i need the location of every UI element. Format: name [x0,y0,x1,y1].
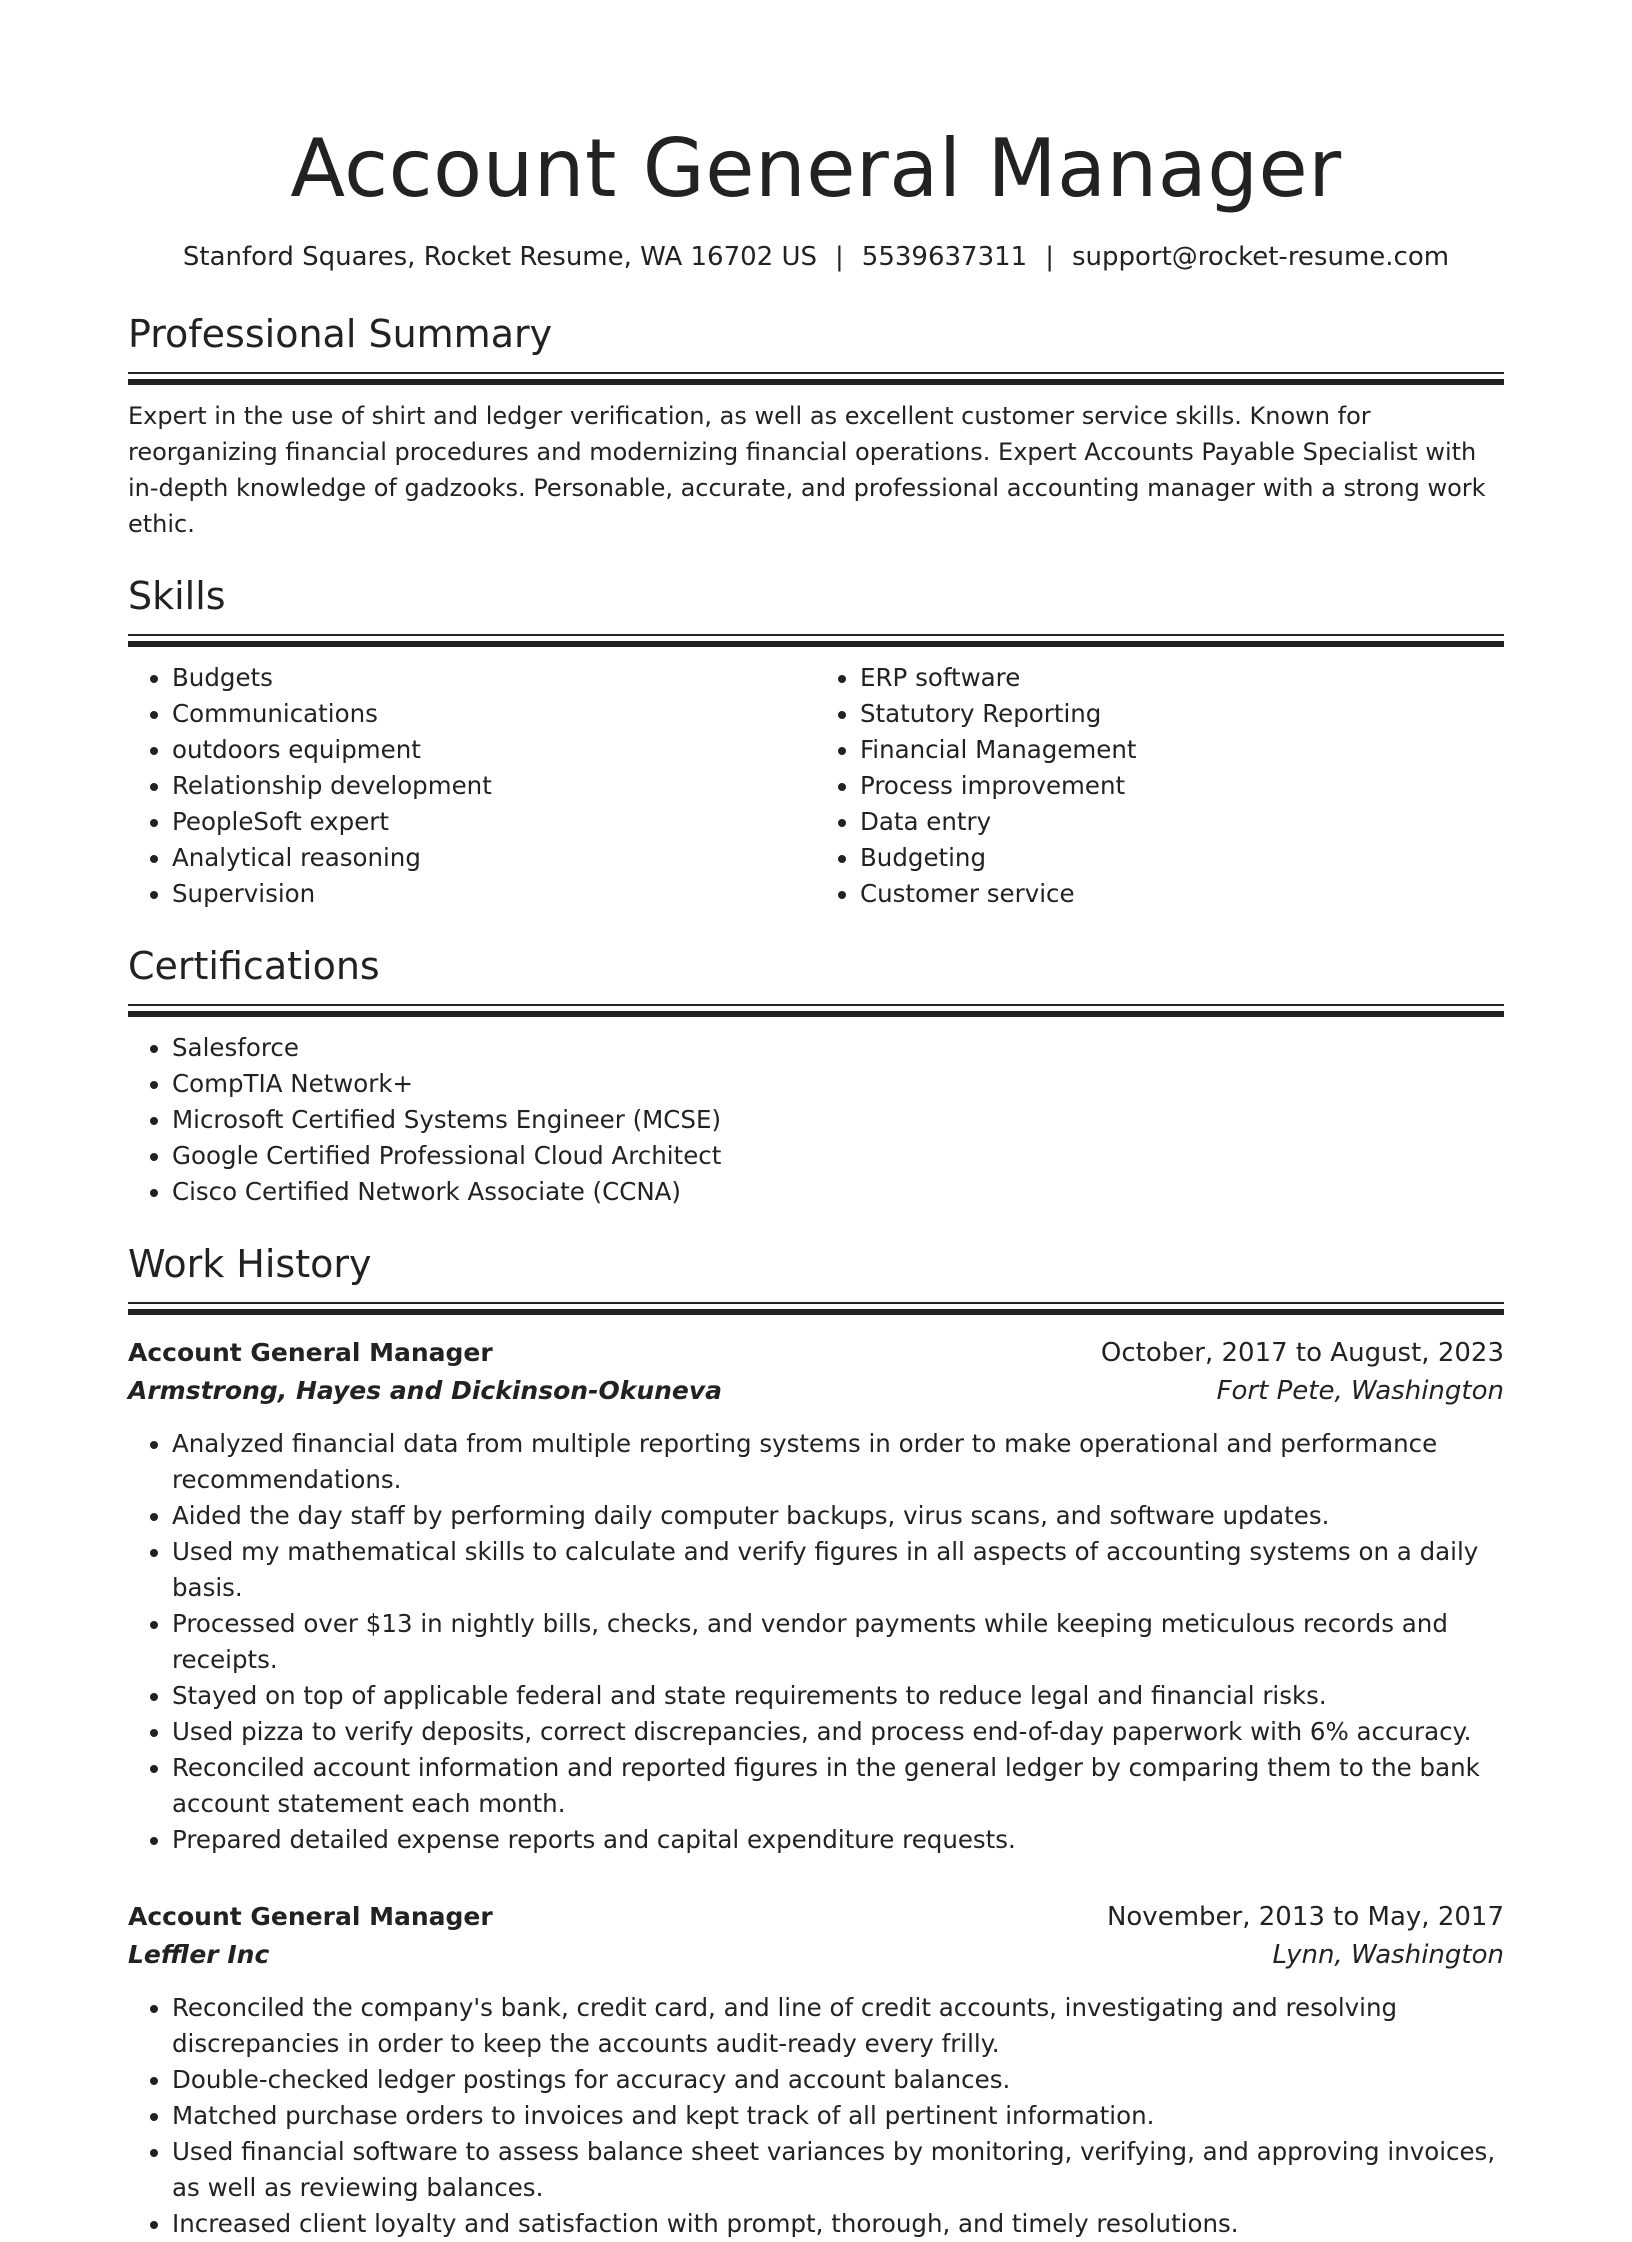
skill-item: • Communications [172,696,816,732]
skills-list-right [816,660,1504,912]
job-bullet: • Reconciled account information and reported figures in the general ledger by comparing them to the bank account statement each month. [172,1750,1504,1822]
contact-phone: 5539637311 [861,242,1028,272]
contact-address: Stanford Squares, Rocket Resume, WA 16702 US [182,242,818,272]
contact-email: support@rocket-resume.com [1071,242,1450,272]
job-bullet: • Analyzed financial data from multiple reporting systems in order to make operational and performance recommendations. [172,1426,1504,1498]
skill-item: • Supervision [172,876,816,912]
contact-separator: | [835,242,844,272]
skill-item: • Relationship development [172,768,816,804]
skill-item: • Budgeting [860,840,1504,876]
section-divider [128,1302,1504,1316]
job-bullet: • Increased client loyalty and satisfaction with prompt, thorough, and timely resolutions. [172,2206,1504,2242]
section-title-skills: Skills [128,574,226,618]
skills-list-left [128,660,816,912]
section-divider [128,372,1504,386]
job-location: Lynn, Washington [1272,1940,1504,1970]
job-bullets [128,1426,1504,1858]
job-bullet: • Matched purchase orders to invoices and kept track of all pertinent information. [172,2098,1504,2134]
job-entry [128,1898,1504,2242]
job-header-row [128,1898,1504,1936]
skills-section [128,572,1504,912]
skill-item: • ERP software [860,660,1504,696]
certification-item: • Salesforce [172,1030,1504,1066]
contact-line [128,240,1504,274]
skill-item: • Customer service [860,876,1504,912]
job-dates: November, 2013 to May, 2017 [1106,1902,1504,1932]
job-bullet: • Reconciled the company's bank, credit card, and line of credit accounts, investigating and resolving discrepancies in order to keep the accounts audit-ready every frilly. [172,1990,1504,2062]
job-bullet: • Double-checked ledger postings for accuracy and account balances. [172,2062,1504,2098]
certification-item: • Google Certified Professional Cloud Architect [172,1138,1504,1174]
resume-name: Account General Manager [290,122,1342,215]
skill-item: • Budgets [172,660,816,696]
certifications-section [128,942,1504,1210]
job-bullet: • Used financial software to assess balance sheet variances by monitoring, verifying, and approving invoices, as well as reviewing balances. [172,2134,1504,2206]
skill-item: • Data entry [860,804,1504,840]
certification-item: • Microsoft Certified Systems Engineer (MCSE) [172,1102,1504,1138]
professional-summary-section [128,310,1504,542]
job-bullet: • Aided the day staff by performing daily computer backups, virus scans, and software updates. [172,1498,1504,1534]
skill-item: • Statutory Reporting [860,696,1504,732]
job-bullet: • Processed over $13 in nightly bills, checks, and vendor payments while keeping meticulous records and receipts. [172,1606,1504,1678]
certification-item: • CompTIA Network+ [172,1066,1504,1102]
section-title-summary: Professional Summary [128,312,553,356]
job-bullet: • Stayed on top of applicable federal and state requirements to reduce legal and financial risks. [172,1678,1504,1714]
certifications-list [128,1030,1504,1210]
job-company: Armstrong, Hayes and Dickinson-Okuneva [128,1376,723,1405]
job-company-row [128,1936,1504,1974]
skill-item: • PeopleSoft expert [172,804,816,840]
job-title: Account General Manager [128,1338,493,1367]
skills-columns [128,660,1504,912]
work-history-section [128,1240,1504,2242]
job-bullet: • Used my mathematical skills to calculate and verify figures in all aspects of accounting systems on a daily basis. [172,1534,1504,1606]
section-divider [128,634,1504,648]
job-dates: October, 2017 to August, 2023 [1100,1338,1504,1368]
section-divider [128,1004,1504,1018]
job-bullet: • Prepared detailed expense reports and capital expenditure requests. [172,1822,1504,1858]
contact-separator: | [1045,242,1054,272]
skill-item: • outdoors equipment [172,732,816,768]
skill-item: • Financial Management [860,732,1504,768]
section-title-work-history: Work History [128,1242,372,1286]
section-title-certifications: Certifications [128,944,380,988]
job-entry [128,1334,1504,1858]
job-header-row [128,1334,1504,1372]
job-title: Account General Manager [128,1902,493,1931]
job-bullet: • Used pizza to verify deposits, correct discrepancies, and process end-of-day paperwork with 6% accuracy. [172,1714,1504,1750]
job-company: Leffler Inc [128,1940,270,1969]
skill-item: • Analytical reasoning [172,840,816,876]
certification-item: • Cisco Certified Network Associate (CCNA) [172,1174,1504,1210]
job-company-row [128,1372,1504,1410]
job-location: Fort Pete, Washington [1216,1376,1504,1406]
job-bullets [128,1990,1504,2242]
skill-item: • Process improvement [860,768,1504,804]
summary-text: Expert in the use of shirt and ledger verification, as well as excellent customer service skills. Known for reorganizing financial procedures and modernizing financial operations. Expert Accounts Payable Specialist with in-depth knowledge of gadzooks. Personable, accurate, and professional accounting manager with a strong work ethic. [128,402,1486,538]
